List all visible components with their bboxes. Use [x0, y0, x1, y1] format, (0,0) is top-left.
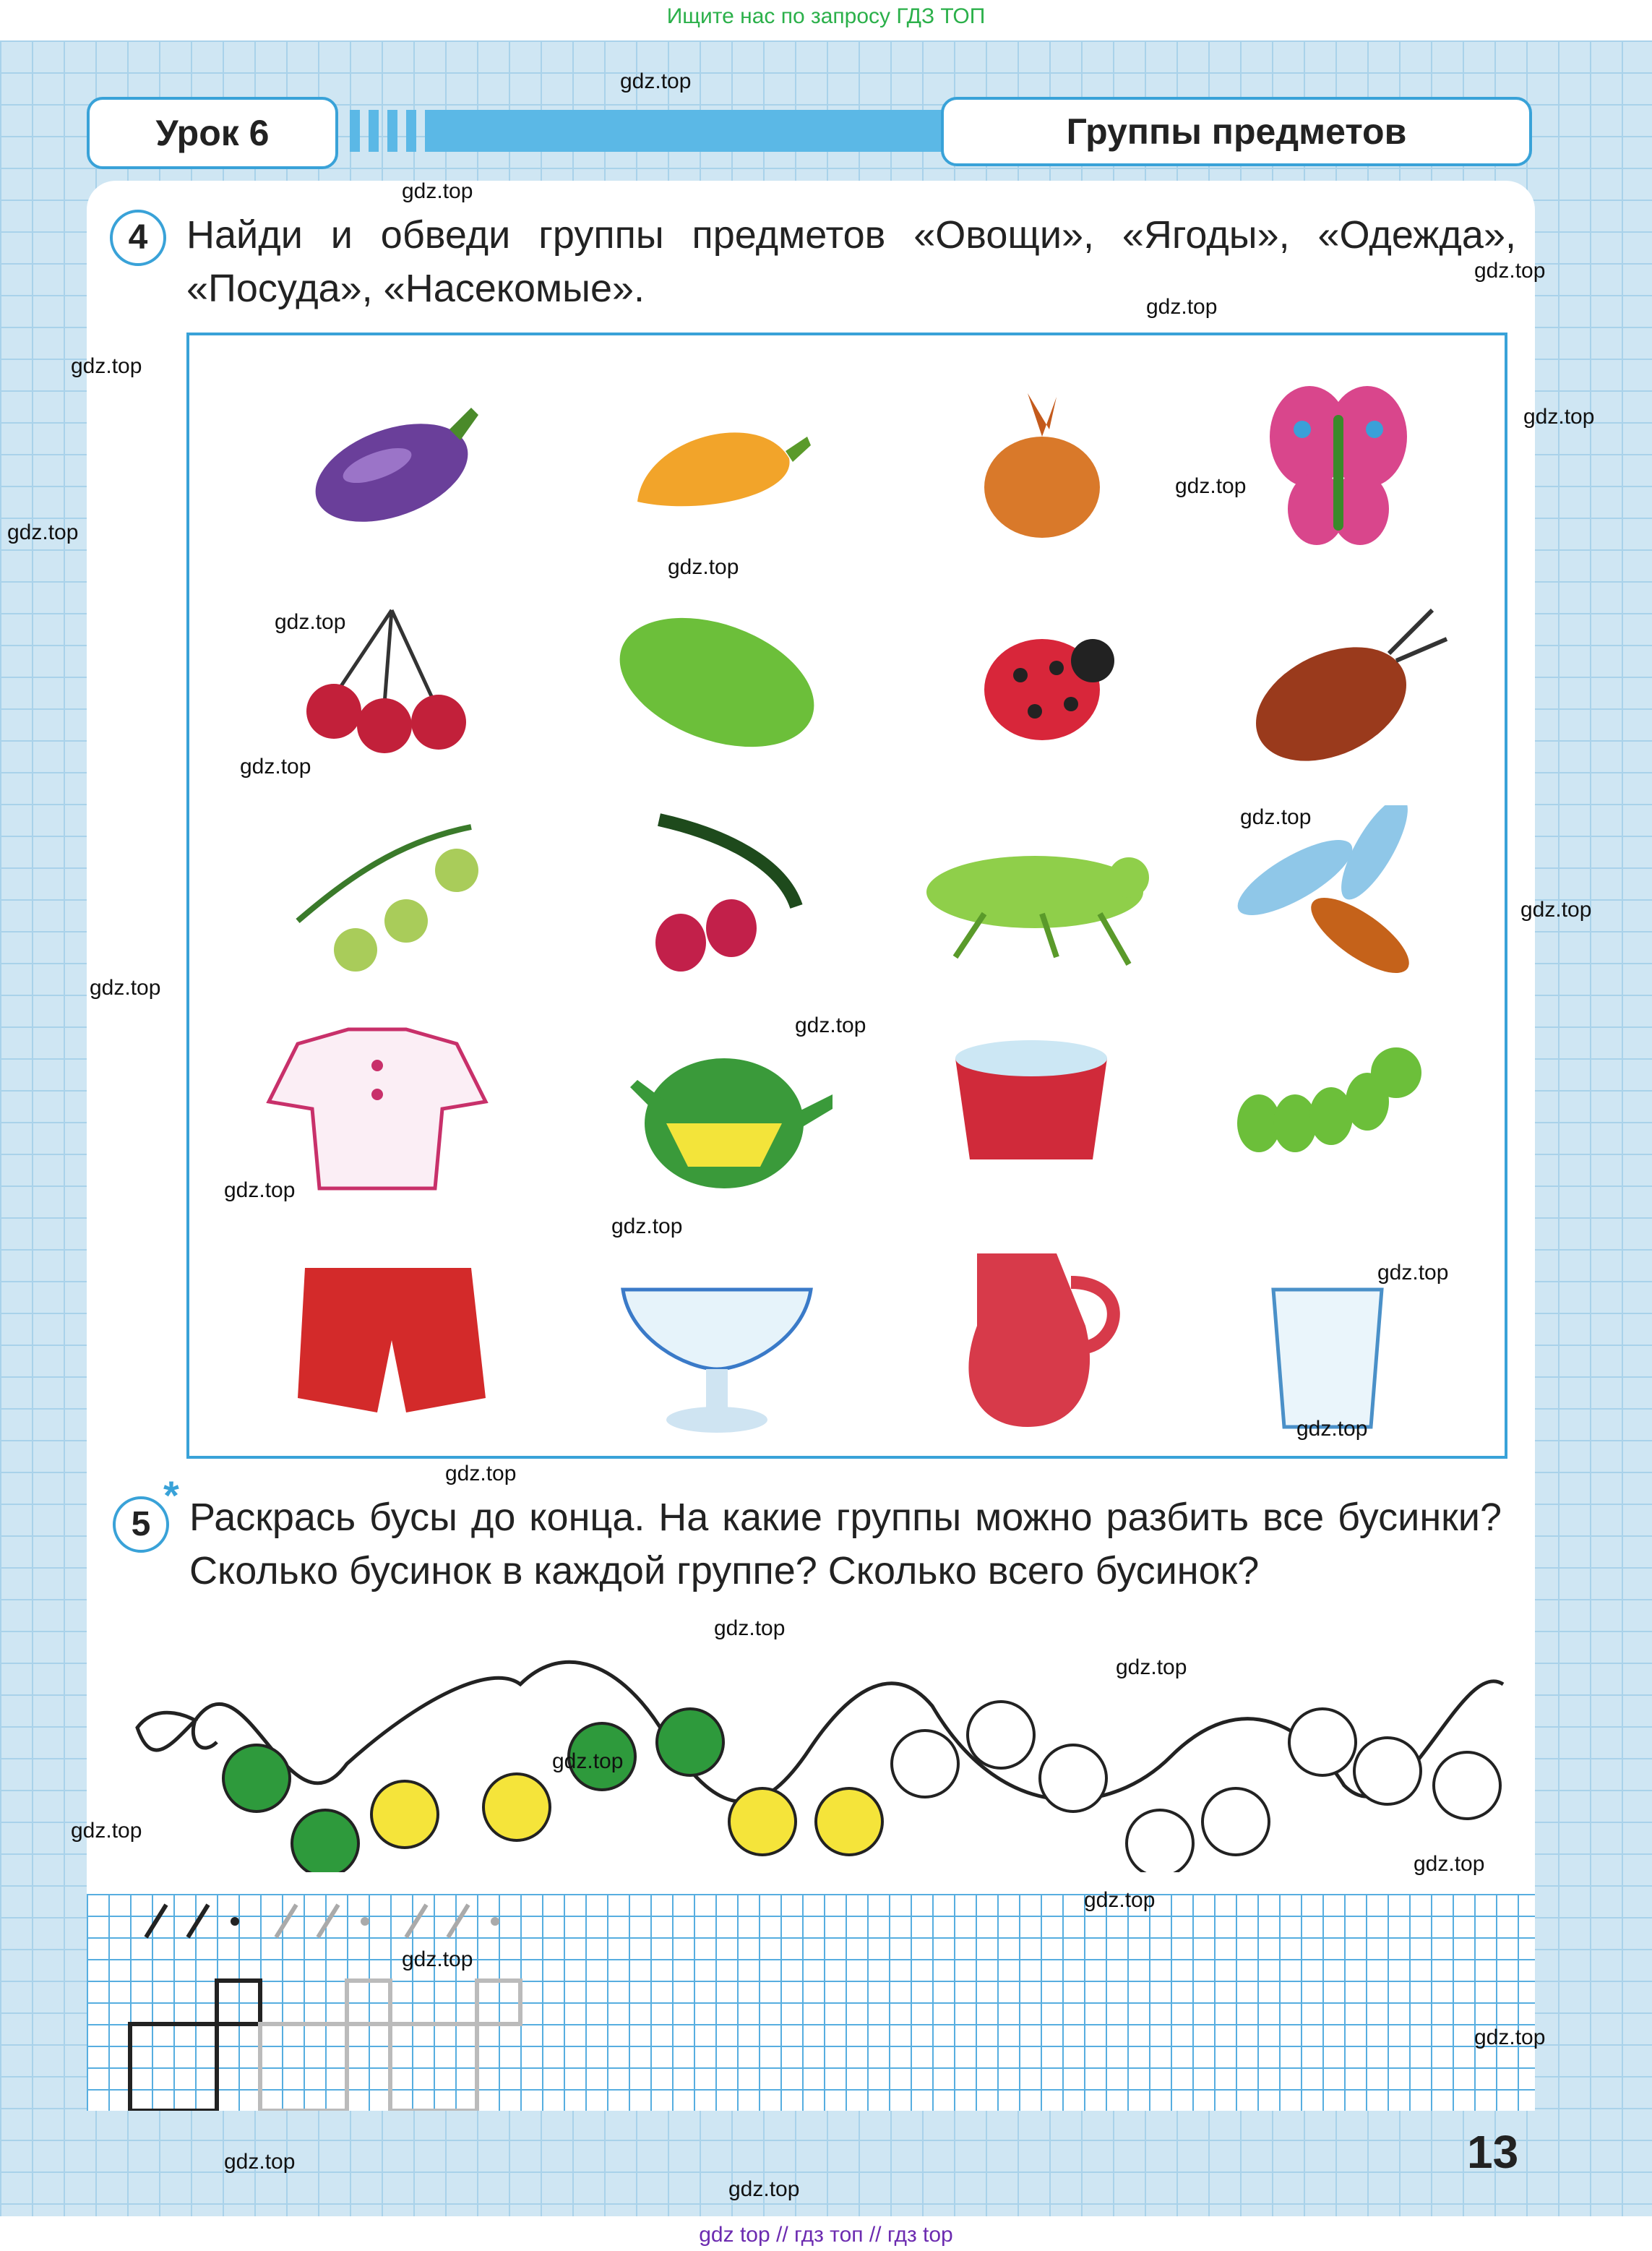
watermark: gdz.top: [552, 1749, 624, 1773]
blouse-icon: [254, 1015, 471, 1188]
bead-green[interactable]: [292, 1810, 358, 1872]
watermark: gdz.top: [1377, 1261, 1449, 1285]
watermark: gdz.top: [1474, 2025, 1546, 2049]
shorts-icon: [276, 1253, 493, 1427]
watermark: gdz.top: [1474, 259, 1546, 283]
bead-empty[interactable]: [968, 1702, 1034, 1768]
watermark: gdz.top: [402, 179, 473, 203]
watermark: gdz.top: [795, 1013, 866, 1037]
bead-yellow[interactable]: [371, 1781, 438, 1848]
jug-icon: [926, 1239, 1143, 1412]
watermark: gdz.top: [1523, 405, 1595, 429]
bead-yellow[interactable]: [729, 1788, 796, 1855]
bead-green[interactable]: [223, 1745, 290, 1811]
butterfly-icon: [1230, 372, 1447, 545]
watermark: gdz.top: [668, 555, 739, 579]
fruit-bowl-icon: [601, 1261, 818, 1434]
grasshopper-icon: [912, 812, 1129, 986]
raspberry-icon: [623, 805, 840, 979]
beetle-icon: [1230, 588, 1447, 762]
onion-icon: [941, 379, 1158, 552]
ladybug-icon: [941, 596, 1158, 769]
task-4-number: 4: [110, 210, 166, 266]
bead-empty[interactable]: [1289, 1709, 1356, 1775]
watermark: gdz.top: [1146, 295, 1218, 319]
watermark: gdz.top: [71, 1819, 142, 1843]
writing-grid[interactable]: [87, 1894, 1535, 2111]
header-bar: [425, 110, 945, 152]
beads-necklace: [116, 1626, 1518, 1872]
gooseberry-icon: [283, 812, 500, 986]
bead-empty[interactable]: [892, 1731, 958, 1797]
cup-icon: [926, 1015, 1143, 1188]
bead-empty[interactable]: [1203, 1788, 1269, 1855]
bead-green[interactable]: [657, 1709, 723, 1775]
watermark: gdz.top: [1116, 1655, 1187, 1679]
watermark: gdz.top: [1414, 1852, 1485, 1876]
teapot-icon: [616, 1015, 833, 1188]
watermark: gdz.top: [7, 520, 79, 544]
watermark: gdz.top: [611, 1214, 683, 1238]
watermark: gdz.top: [224, 2150, 296, 2174]
top-banner[interactable]: Ищите нас по запросу ГДЗ ТОП: [666, 4, 986, 28]
task-4-text: Найди и обведи группы предметов «Овощи», «Ягоды», «Одежда», «Посуда», «Насекомые».: [186, 213, 1516, 310]
header-stripes: [350, 110, 425, 152]
topic-title: Группы предметов: [941, 97, 1532, 166]
bead-empty[interactable]: [1354, 1738, 1421, 1804]
watermark: gdz.top: [275, 610, 346, 634]
star-mark: *: [163, 1472, 179, 1518]
watermark: gdz.top: [224, 1178, 296, 1202]
lesson-label: Урок 6: [87, 97, 338, 169]
watermark: gdz.top: [1520, 898, 1592, 922]
bead-empty[interactable]: [1040, 1745, 1106, 1811]
watermark: gdz.top: [1240, 805, 1312, 829]
pepper-icon: [616, 379, 833, 552]
bead-yellow[interactable]: [483, 1774, 550, 1840]
watermark: gdz.top: [90, 976, 161, 1000]
watermark: gdz.top: [728, 2177, 800, 2201]
eggplant-icon: [298, 379, 515, 552]
dragonfly-icon: [1216, 805, 1432, 979]
watermark: gdz.top: [1296, 1417, 1368, 1441]
cucumber-icon: [608, 596, 825, 769]
bead-yellow[interactable]: [816, 1788, 882, 1855]
watermark: gdz.top: [71, 354, 142, 378]
copy-pattern: [87, 1894, 1535, 2111]
watermark: gdz.top: [402, 1947, 473, 1971]
bead-empty[interactable]: [1127, 1810, 1193, 1872]
bottom-banner[interactable]: gdz top // гдз топ // гдз top: [699, 2223, 953, 2247]
caterpillar-icon: [1216, 1015, 1432, 1188]
task-5-number: 5: [113, 1496, 169, 1553]
bead-empty[interactable]: [1434, 1752, 1500, 1819]
watermark: gdz.top: [445, 1462, 517, 1485]
watermark: gdz.top: [1175, 474, 1247, 498]
watermark: gdz.top: [240, 755, 311, 779]
watermark: gdz.top: [714, 1616, 786, 1640]
picture-frame: [186, 333, 1507, 1459]
task-5-text: Раскрась бусы до конца. На какие группы можно разбить все бусинки? Сколько бусинок в каждой группе? Сколько всего бусинок?: [189, 1496, 1502, 1592]
watermark: gdz.top: [1084, 1888, 1156, 1912]
page-number: 13: [1467, 2126, 1519, 2178]
watermark: gdz.top: [620, 69, 692, 93]
